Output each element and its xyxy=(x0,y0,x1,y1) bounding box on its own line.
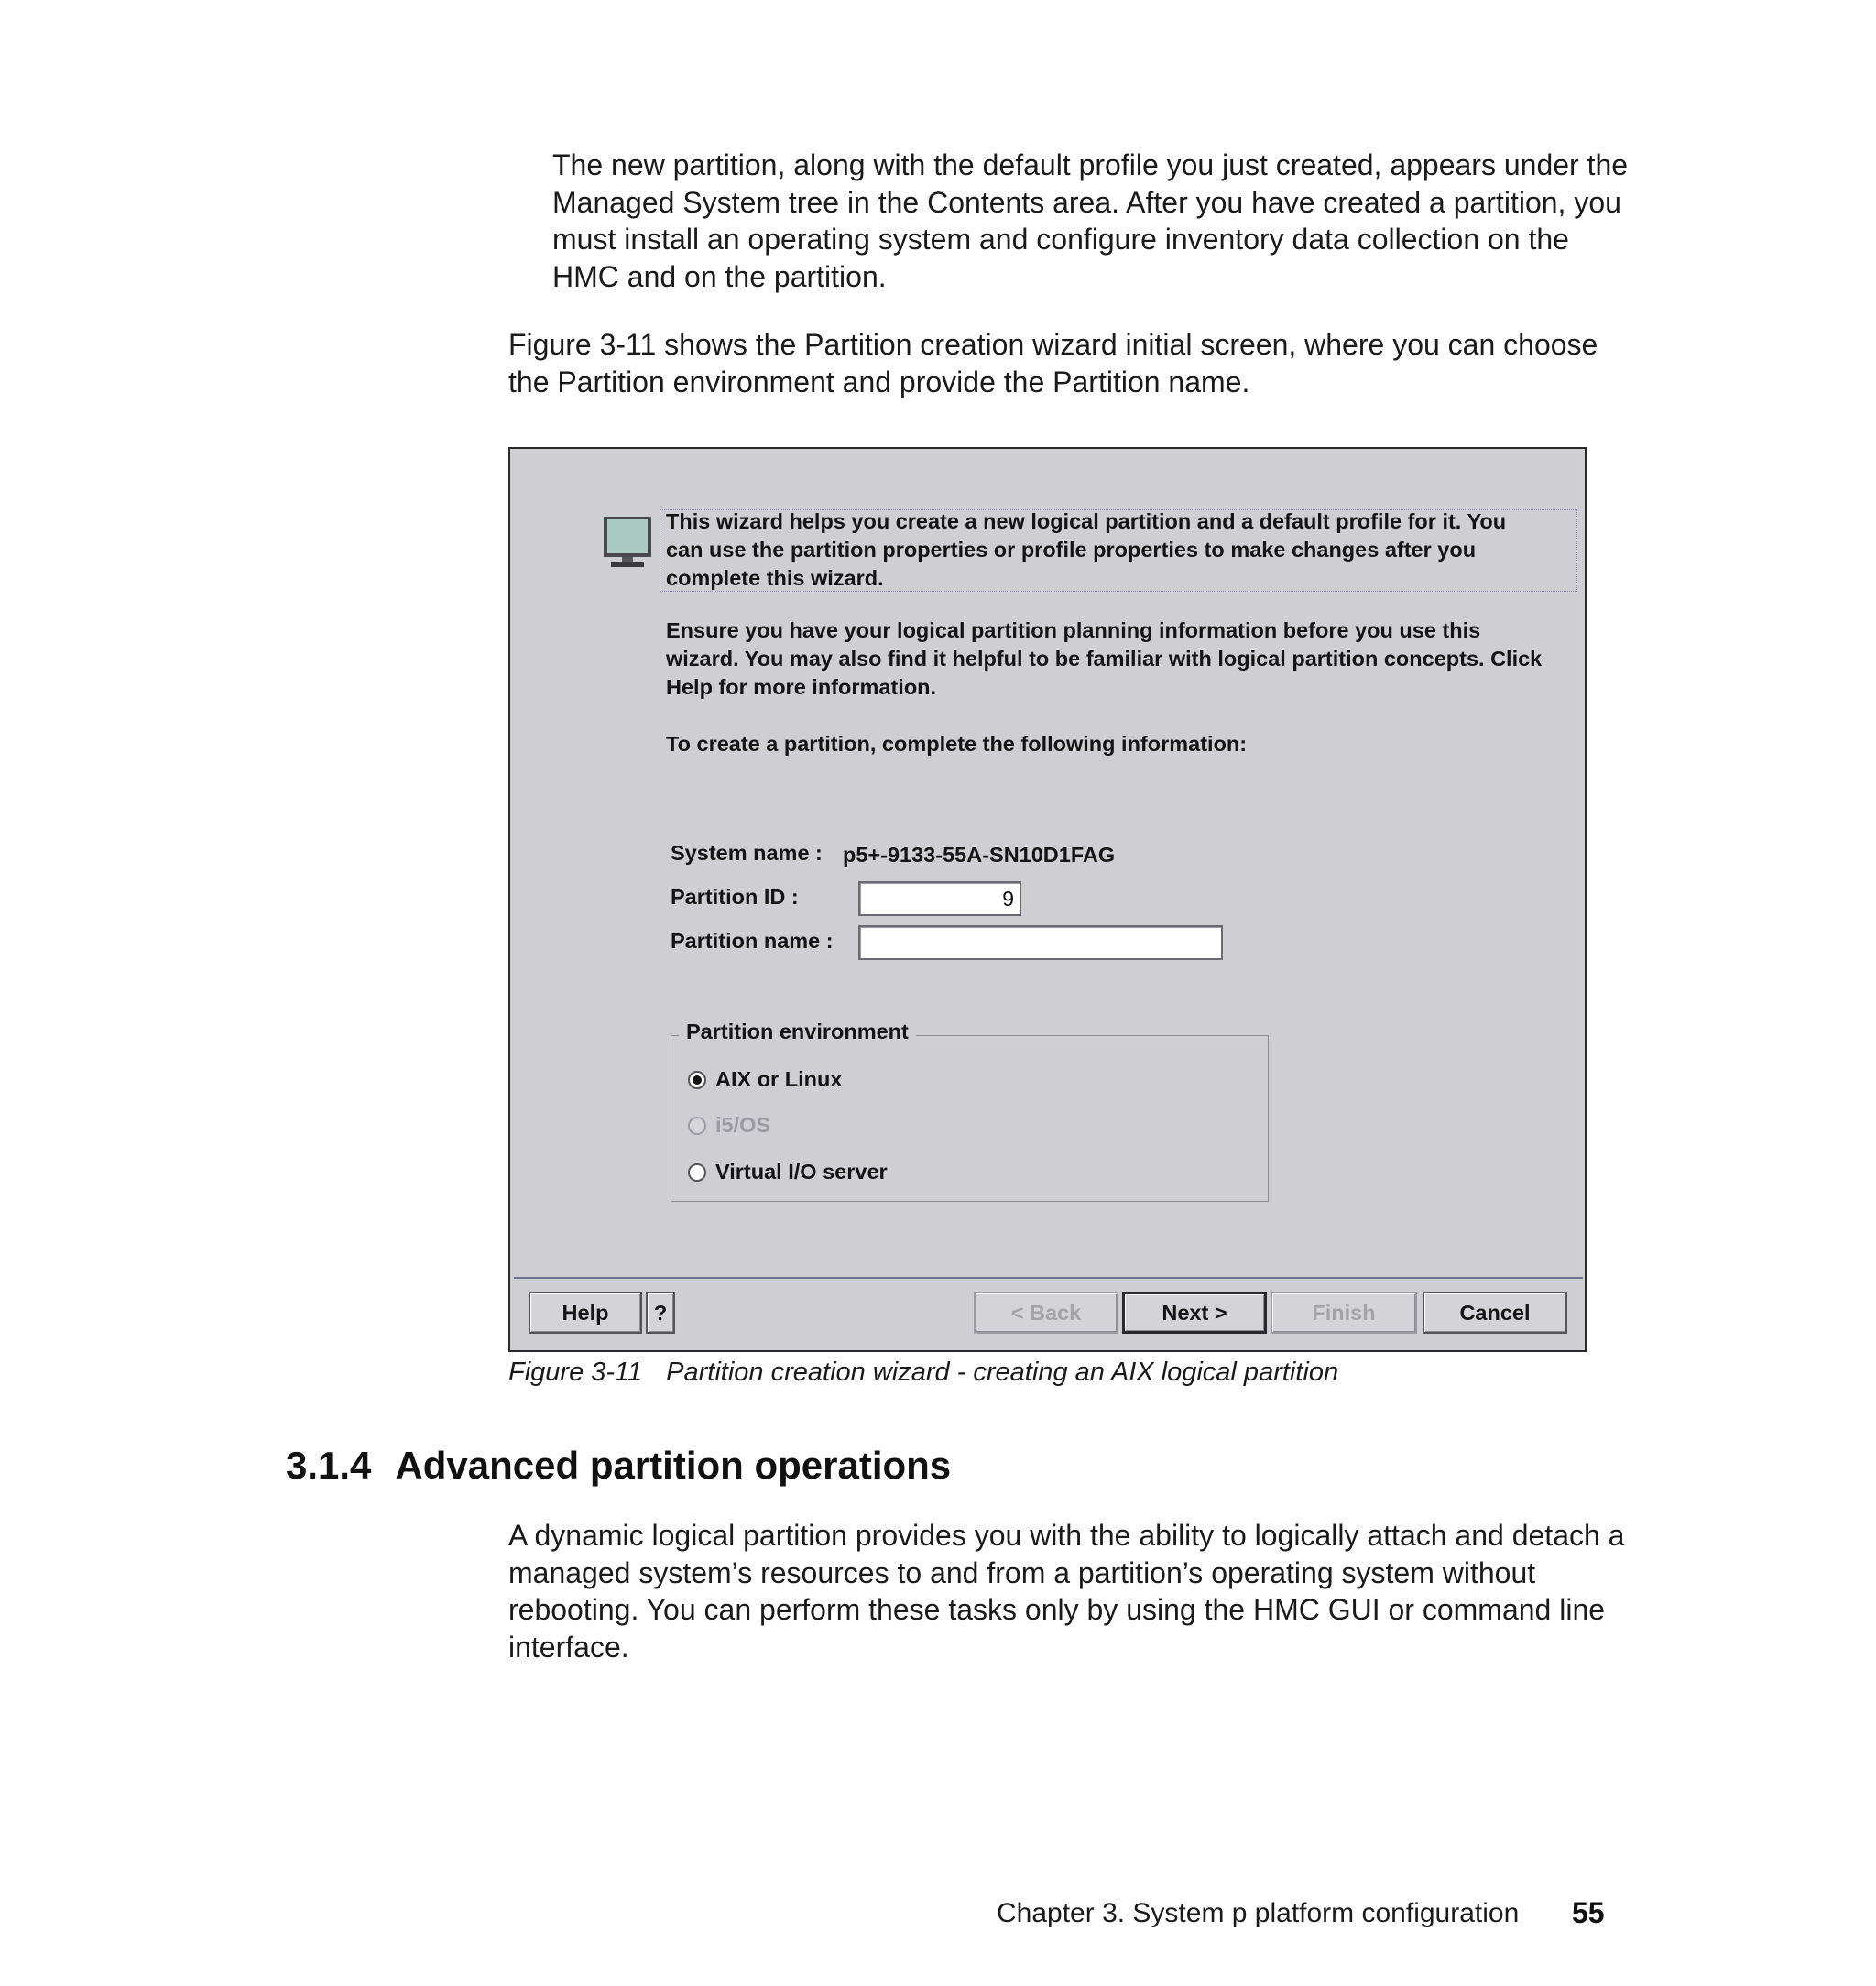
dynamic-partition-paragraph: A dynamic logical partition provides you with the ability to logically attach and detach a managed system’s resources to and from a partition’s operating system without rebooting. You can perform these tasks only by using the HMC GUI or command line interface. xyxy=(508,1519,1625,1664)
radio-virtual-io-server-label: Virtual I/O server xyxy=(715,1160,888,1184)
context-help-button[interactable]: ? xyxy=(646,1292,675,1334)
page-number: 55 xyxy=(1572,1896,1605,1929)
wizard-screenshot xyxy=(508,447,1587,1352)
partition-environment-group xyxy=(671,1020,1269,1202)
partition-name-label: Partition name : xyxy=(671,929,834,953)
figure-reference-paragraph: Figure 3-11 shows the Partition creation wizard initial screen, where you can choose the Partition environment and provide the Partition name. xyxy=(508,328,1598,398)
radio-aix-or-linux[interactable] xyxy=(688,1067,842,1092)
figure-caption xyxy=(508,1358,1338,1388)
radio-unselected-icon[interactable] xyxy=(688,1163,706,1182)
radio-disabled-icon xyxy=(688,1117,706,1135)
radio-i5os xyxy=(688,1113,770,1138)
finish-button[interactable]: Finish xyxy=(1271,1292,1417,1334)
monitor-icon xyxy=(602,515,653,570)
cancel-button[interactable]: Cancel xyxy=(1423,1292,1567,1334)
system-name-value: p5+-9133-55A-SN10D1FAG xyxy=(843,843,1116,867)
back-button[interactable]: < Back xyxy=(974,1292,1118,1334)
intro-paragraph: The new partition, along with the default profile you just created, appears under the Managed System tree in the Contents area. After you have created a partition, you must install an operating system and configure inventory data collection on the HMC and on the partition. xyxy=(552,148,1629,293)
partition-environment-legend: Partition environment xyxy=(679,1020,916,1044)
wizard-ensure-text: Ensure you have your logical partition planning information before you use this wizard. You may also find it helpful to be familiar with logical partition concepts. Click Help for more information. xyxy=(666,618,1543,699)
next-button[interactable]: Next > xyxy=(1122,1292,1267,1334)
footer-chapter-title: Chapter 3. System p platform configuration xyxy=(997,1898,1520,1928)
figure-caption-number: Figure 3-11 xyxy=(508,1358,643,1387)
system-name-label: System name : xyxy=(671,841,823,865)
radio-selected-icon[interactable] xyxy=(688,1071,706,1089)
button-separator xyxy=(514,1277,1583,1279)
partition-name-field[interactable] xyxy=(858,925,1223,960)
radio-i5os-label: i5/OS xyxy=(715,1113,771,1137)
figure-caption-text: Partition creation wizard - creating an AIX logical partition xyxy=(666,1358,1339,1387)
section-heading xyxy=(286,1444,951,1488)
radio-virtual-io-server[interactable] xyxy=(688,1160,888,1184)
wizard-instruction-text: To create a partition, complete the following information: xyxy=(666,732,1248,756)
section-title: Advanced partition operations xyxy=(395,1444,952,1487)
partition-id-label: Partition ID : xyxy=(671,885,799,909)
wizard-intro-text: This wizard helps you create a new logical partition and a default profile for it. You can use the partition properties or profile properties to make changes after you complete this wizard. xyxy=(666,509,1507,590)
partition-id-field[interactable]: 9 xyxy=(858,881,1021,916)
help-button[interactable]: Help xyxy=(529,1292,642,1334)
section-number: 3.1.4 xyxy=(286,1444,372,1487)
radio-aix-or-linux-label: AIX or Linux xyxy=(715,1067,843,1091)
